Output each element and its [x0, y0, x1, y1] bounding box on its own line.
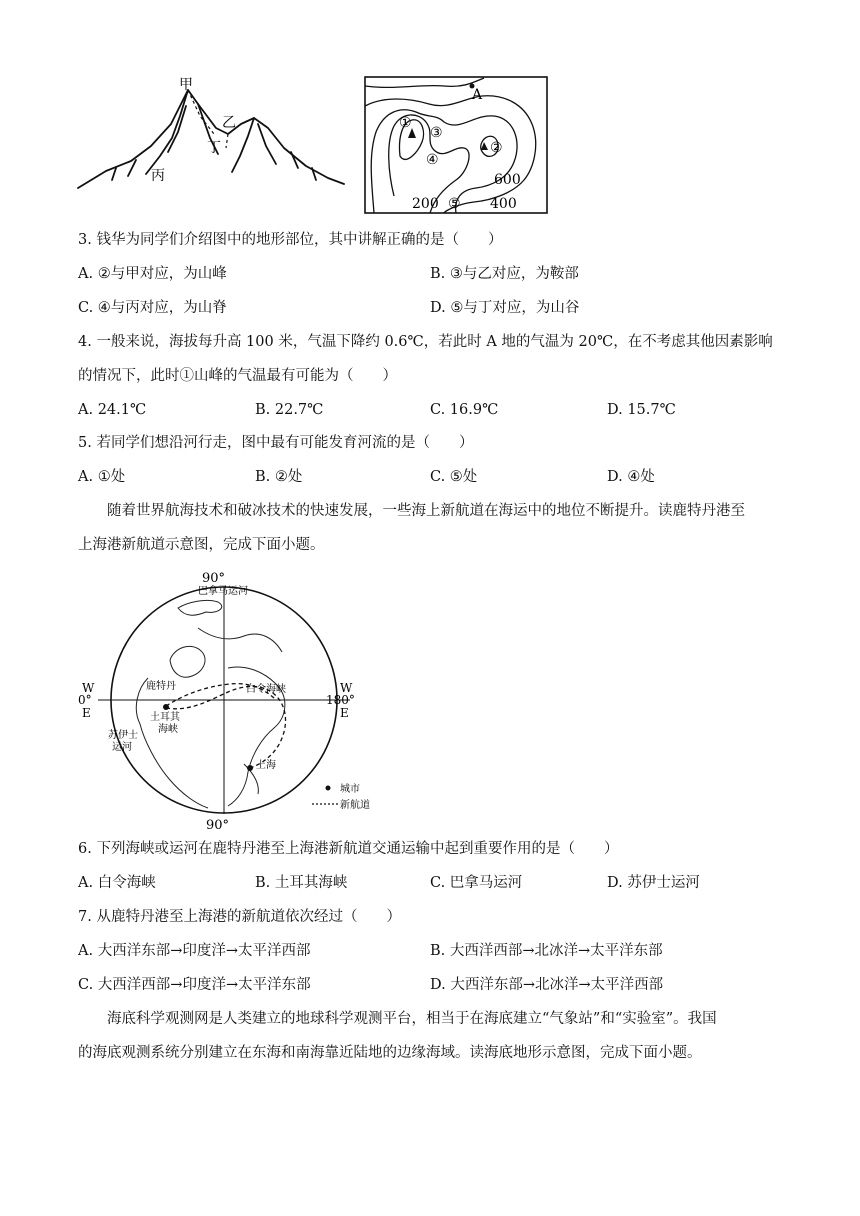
label-A: A: [472, 87, 483, 103]
label-bering: 白令海峡: [246, 684, 286, 695]
question-7-option-c[interactable]: C. 大西洋西部→印度洋→太平洋东部: [78, 977, 311, 993]
label-jia: 甲: [179, 77, 193, 93]
question-4-option-a[interactable]: A. 24.1℃: [78, 402, 147, 418]
label-turkish-2: 海峡: [158, 724, 178, 735]
label-bing: 丙: [151, 168, 165, 184]
question-6-stem: 6. 下列海峡或运河在鹿特丹港至上海港新航道交通运输中起到重要作用的是（ ）: [78, 841, 619, 857]
question-4-option-c[interactable]: C. 16.9℃: [430, 402, 499, 418]
contour-map-figure: [364, 76, 548, 214]
question-3-option-c[interactable]: C. ④与丙对应，为山脊: [78, 300, 227, 316]
question-4-option-b[interactable]: B. 22.7℃: [255, 402, 324, 418]
route-map-figure: [78, 568, 398, 832]
question-3-stem: 3. 钱华为同学们介绍图中的地形部位，其中讲解正确的是（ ）: [78, 232, 503, 248]
question-6-option-c[interactable]: C. 巴拿马运河: [430, 875, 523, 891]
label-circle-4: ④: [426, 152, 439, 168]
question-4-stem-line1: 4. 一般来说，海拔每升高 100 米，气温下降约 0.6℃，若此时 A 地的气温为 20℃，在不考虑其他因素影响: [78, 334, 773, 350]
label-right-180: 180°: [326, 693, 355, 707]
label-600: 600: [494, 172, 521, 188]
question-7-option-d[interactable]: D. 大西洋东部→北冰洋→太平洋西部: [430, 977, 664, 993]
question-5-option-a[interactable]: A. ①处: [78, 469, 126, 485]
question-7-stem: 7. 从鹿特丹港至上海港的新航道依次经过（ ）: [78, 909, 401, 925]
label-circle-3: ③: [430, 125, 443, 141]
label-panama: 巴拿马运河: [198, 586, 248, 597]
passage-3-line2: 的海底观测系统分别建立在东海和南海靠近陆地的边缘海域。读海底地形示意图，完成下面小题。: [78, 1045, 702, 1061]
legend-city: 城市: [340, 784, 360, 795]
label-bottom-90: 90°: [206, 818, 230, 832]
question-6-option-b[interactable]: B. 土耳其海峡: [255, 875, 348, 891]
label-rotterdam: 鹿特丹: [146, 681, 176, 692]
question-3-option-b[interactable]: B. ③与乙对应，为鞍部: [430, 266, 579, 282]
label-right-w: W: [340, 681, 353, 695]
mountain-sketch-figure: [76, 76, 346, 191]
label-left-w: W: [82, 681, 95, 695]
label-400: 400: [490, 196, 517, 212]
label-circle-1: ①: [399, 115, 412, 131]
label-circle-2: ②: [490, 140, 503, 156]
question-5-option-d[interactable]: D. ④处: [607, 469, 655, 485]
label-left-0: 0°: [78, 693, 92, 707]
question-5-stem: 5. 若同学们想沿河行走，图中最有可能发育河流的是（ ）: [78, 435, 474, 451]
question-5-option-b[interactable]: B. ②处: [255, 469, 303, 485]
question-6-option-a[interactable]: A. 白令海峡: [78, 875, 156, 891]
label-turkish-1: 土耳其: [150, 712, 180, 723]
passage-2-line1: 随着世界航海技术和破冰技术的快速发展，一些海上新航道在海运中的地位不断提升。读鹿特丹港至: [107, 503, 745, 519]
passage-3-line1: 海底科学观测网是人类建立的地球科学观测平台，相当于在海底建立“气象站”和“实验室”。我国: [107, 1011, 717, 1027]
label-right-e: E: [340, 706, 349, 720]
question-4-stem-line2: 的情况下，此时①山峰的气温最有可能为（ ）: [78, 368, 397, 384]
label-left-e: E: [82, 706, 91, 720]
label-suez-1: 苏伊士: [108, 730, 138, 741]
label-ding: 丁: [207, 140, 221, 156]
label-circle-5: ⑤: [448, 196, 461, 212]
question-3-option-a[interactable]: A. ②与甲对应，为山峰: [78, 266, 227, 282]
passage-2-line2: 上海港新航道示意图，完成下面小题。: [78, 537, 325, 553]
question-5-option-c[interactable]: C. ⑤处: [430, 469, 478, 485]
label-top-90: 90°: [202, 571, 226, 586]
question-4-option-d[interactable]: D. 15.7℃: [607, 402, 676, 418]
label-200: 200: [412, 196, 439, 212]
question-6-option-d[interactable]: D. 苏伊士运河: [607, 875, 700, 891]
question-7-option-b[interactable]: B. 大西洋西部→北冰洋→太平洋东部: [430, 943, 663, 959]
label-shanghai: 上海: [256, 760, 276, 771]
question-7-option-a[interactable]: A. 大西洋东部→印度洋→太平洋西部: [78, 943, 311, 959]
label-suez-2: 运河: [112, 742, 132, 753]
question-3-option-d[interactable]: D. ⑤与丁对应，为山谷: [430, 300, 580, 316]
legend-route: 新航道: [340, 800, 370, 811]
label-yi: 乙: [222, 115, 236, 131]
